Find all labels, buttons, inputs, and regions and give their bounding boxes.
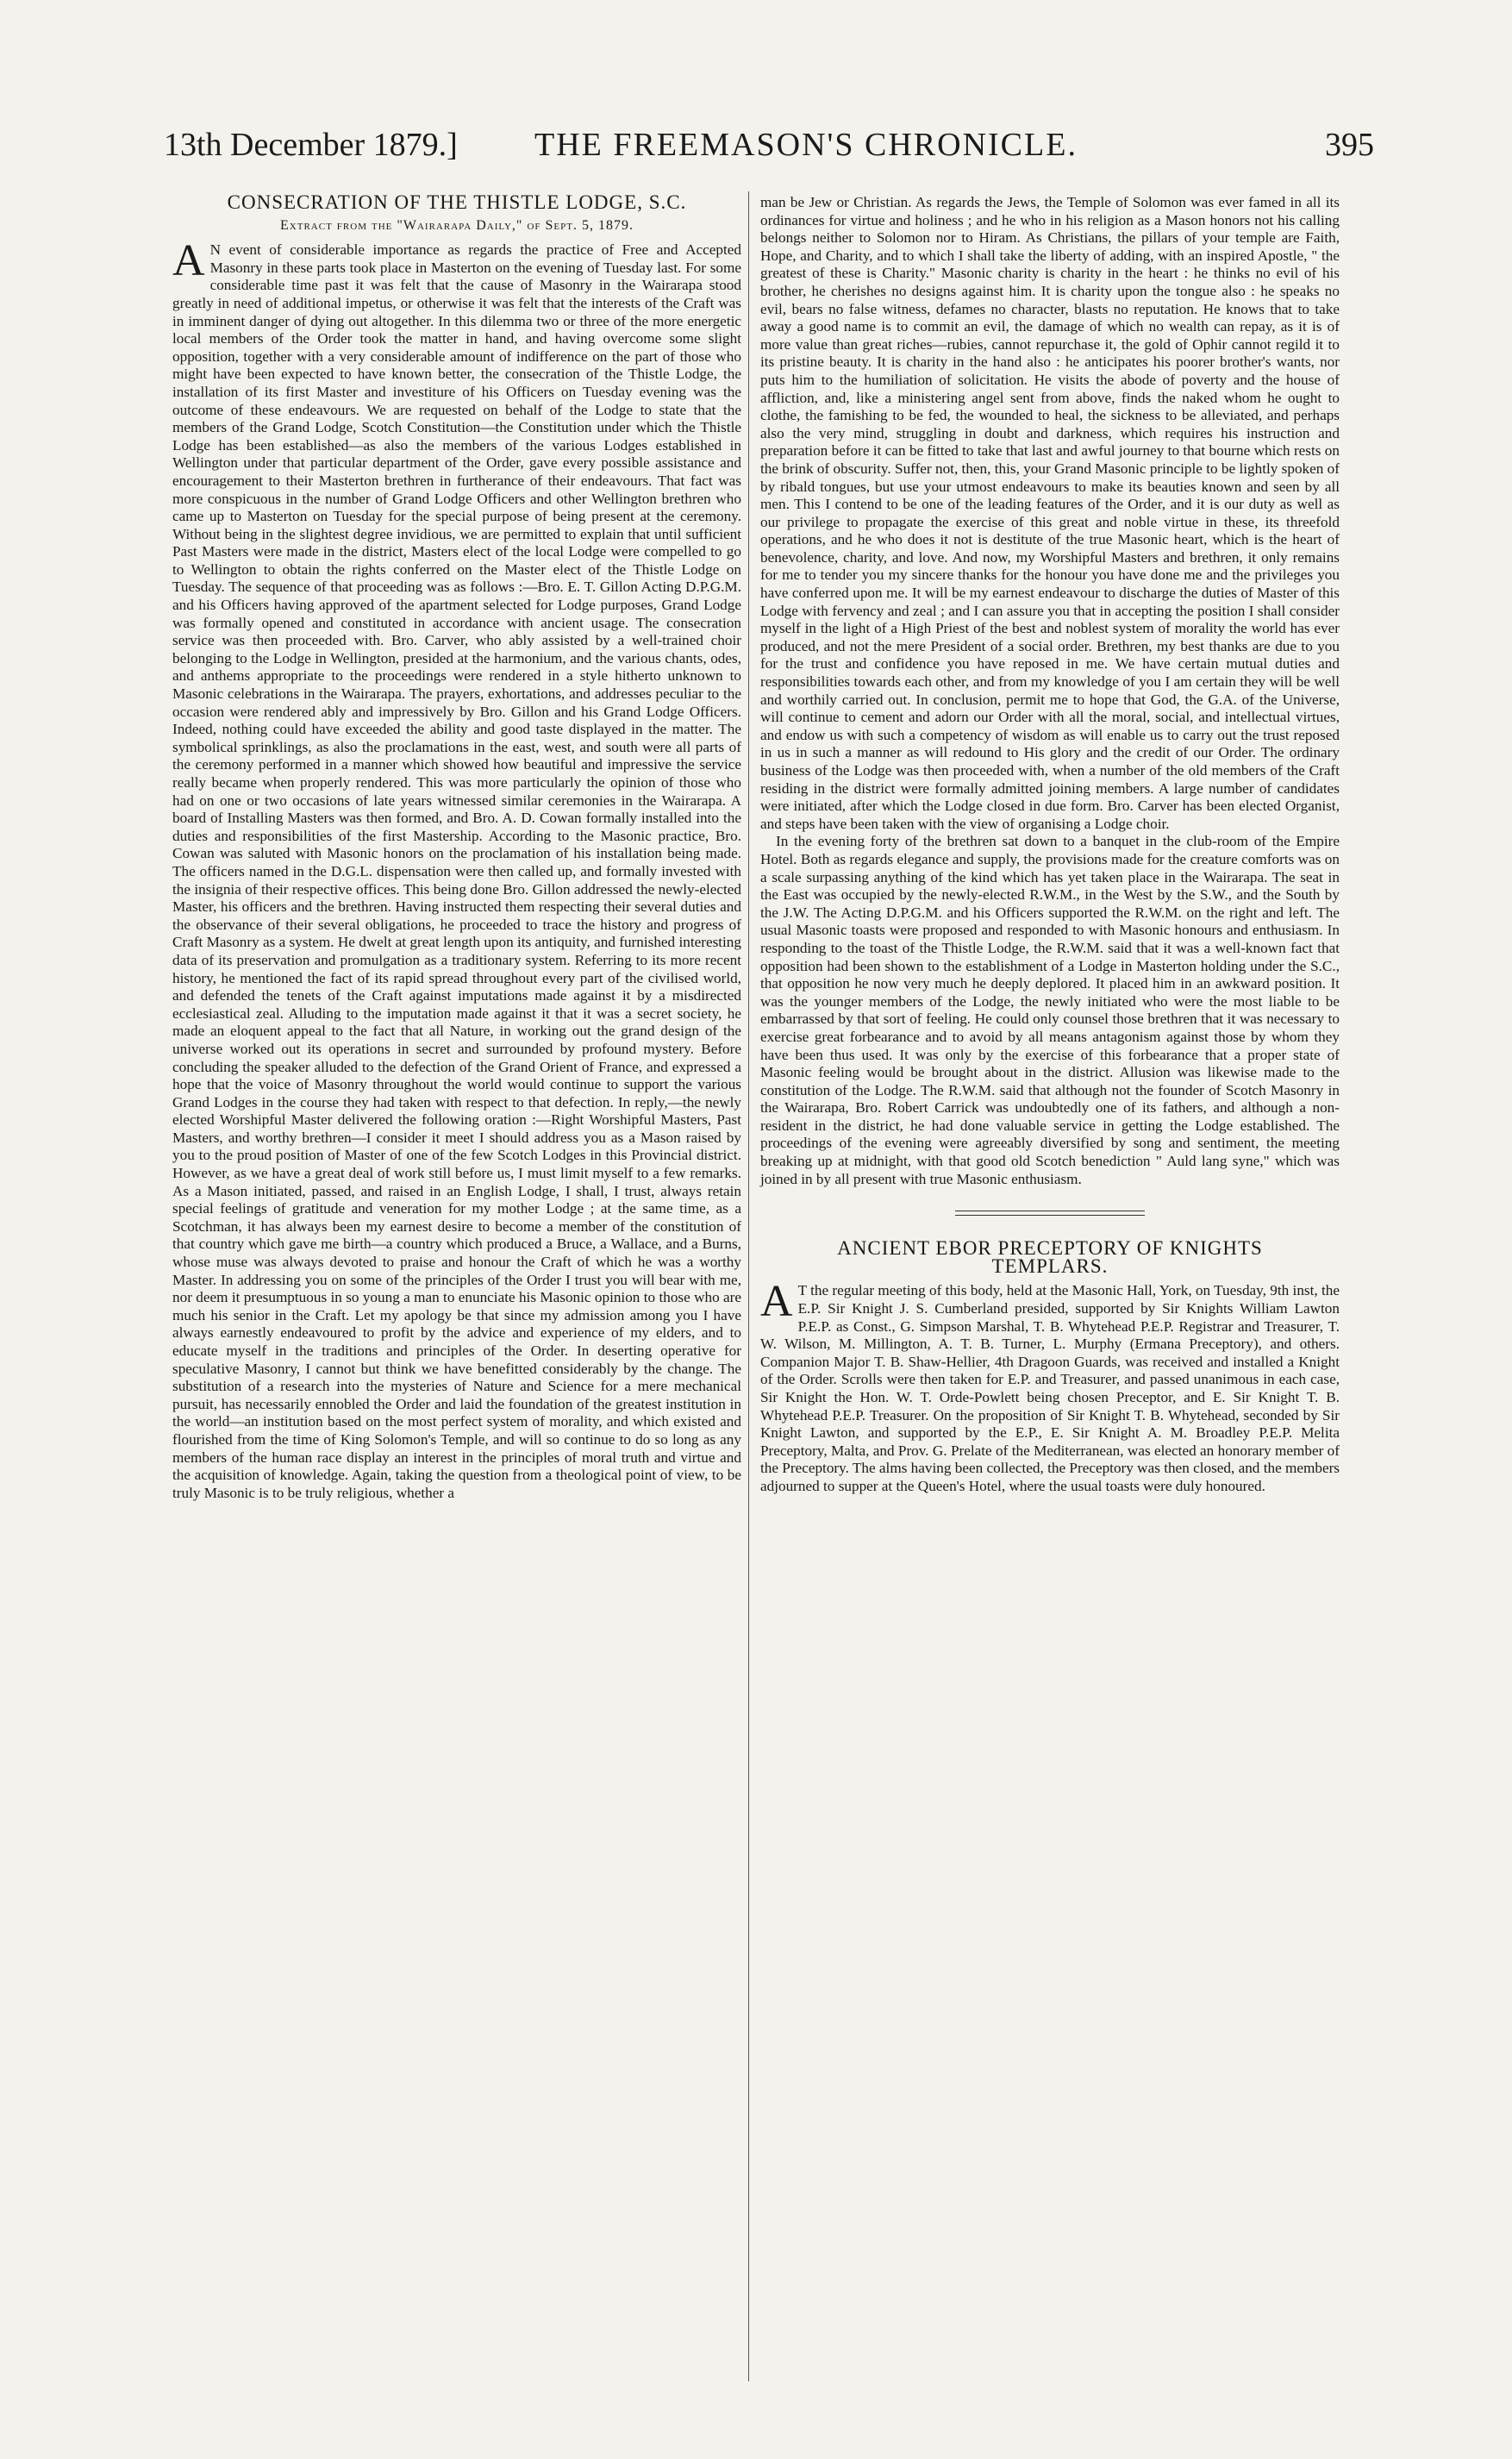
paragraph-text: N event of considerable importance as regards the practice of Free and Accepted Masonry in these parts took place in Masterton on the evening of Tuesday last. For some considerable time past it was felt that the cause of Masonry in the Wairarapa stood greatly in need of additional impetus, or otherwise it was felt that the interests of the Craft was in imminent danger of dying out altogether. In this dilemma two or three of the more energetic local members of the Order took the matter in hand, and having overcome some slight opposition, together with a very considerable amount of indifference on the part of those who might have been expected to have known better, the consecration of the Thistle Lodge, the installation of its first Master and investiture of his Officers on Tuesday evening was the outcome of these endeavours. We are requested on behalf of the Lodge to state that the members of the Grand Lodge, Scotch Constitution—the Constitution under which the Thistle Lodge has been established—as also the members of the various Lodges established in Wellington under that particular department of the Order, gave every possible assistance and encouragement to their Masterton brethren in furtherance of their endeavours. That fact was more conspicuous in the number of Grand Lodge Officers and other Wellington brethren who came up to Masterton on Tuesday for the special purpose of being present at the ceremony. Without being in the slightest degree invidious, we are permitted to explain that until sufficient Past Masters were made in the district, Masters elect of the local Lodge were compelled to go to Wellington to obtain the rights conferred on the Master elect of the Thistle Lodge on Tuesday. The sequence of that proceeding was as follows :—Bro. E. T. Gillon Acting D.P.G.M. and his Officers having approved of the apartment selected for Lodge purposes, Grand Lodge was formally opened and constituted in accordance with ancient usage. The consecration service was then proceeded with. Bro. Carver, who ably assisted by a well-trained choir belonging to the Lodge in Wellington, presided at the harmonium, and the various chants, odes, and anthems appropriate to the proceedings were rendered in a style hitherto unknown to Masonic celebrations in the Wairarapa. The prayers, exhortations, and addresses peculiar to the occasion were rendered ably and impressively by Bro. Gillon and his Grand Lodge Officers. Indeed, nothing could have exceeded the ability and good taste displayed in the matter. The symbolical sprinklings, as also the proclamations in the east, west, and south were all parts of the ceremony performed in a manner which showed how beautiful and impressive the service really became when properly rendered. This was more particularly the opinion of those who had on one or two occasions of late years witnessed similar ceremonies in the Wairarapa. A board of Installing Masters was then formed, and Bro. A. D. Cowan formally installed into the duties and responsibilities of the first Mastership. According to the Masonic practice, Bro. Cowan was saluted with Masonic honors on the proclamation of his installation being made. The officers named in the D.G.L. dispensation were then called up, and formally invested with the insignia of their respective offices. This being done Bro. Gillon addressed the newly-elected Master, his officers and the brethren. Having instructed them respecting their several duties and the observance of their several obligations, he proceeded to trace the history and progress of Craft Masonry as a system. He dwelt at great length upon its antiquity, and furnished interesting data of its preservation and promulgation as a traditionary system. Referring to its more recent history, he mentioned the fact of its rapid spread throughout every part of the civilised world, and defended the tenets of the Craft against imputations made against it by a misdirected ecclesiastical zeal. Alluding to the imputation made against it that it was a secret society, he made an eloquent appeal to the fact that all Nature, in working out the grand design of the universe worked out its operations in secret and surrounded by profound mystery. Before concluding the speaker alluded to the defection of the Grand Orient of France, and expressed a hope that the voice of Masonry throughout the world would continue to support the various Grand Lodges in the course they had taken with respect to that defection. In reply,—the newly elected Worshipful Master delivered the following oration :—Right Worshipful Masters, Past Masters, and worthy brethren—I consider it meet I should address you as a Mason raised by you to the proud position of Master of one of the few Scotch Lodges in this Provincial district. However, as we have a great deal of work still before us, I must limit myself to a few remarks. As a Mason initiated, passed, and raised in an English Lodge, I shall, I trust, always retain special feelings of gratitude and veneration for my mother Lodge ; at the same time, as a Scotchman, it has always been my earnest desire to become a member of the constitution of that country which gave me birth—a country which produced a Bruce, a Wallace, and a Burns, whose muse was always devoted to praise and honour the Craft of which he was a worthy Master. In addressing you on some of the principles of the Order I trust you will bear with me, nor deem it presumptuous in so young a man to enunciate his Masonic opinion to those who are much his senior in the Craft. Let my apology be that since my admission among you I have always earnestly endeavoured to profit by the advice and experience of my elders, and to educate myself in the traditions and principles of the Order. In deserting operative for speculative Masonry, I cannot but think we have benefitted considerably by the change. The substitution of a research into the mysteries of Nature and Science for a mere mechanical pursuit, has necessarily ennobled the Order and laid the foundation of the greatest institution in the world—an institution based on the most perfect system of morality, and which existed and flourished from the time of King Solomon's Temple, and will so continue to do so long as any members of the human race display an interest in the principles of moral truth and virtue and the acquisition of knowledge. Again, taking the question from a theological point of view, to be truly Masonic is to be truly religious, whether a [172,241,741,1501]
article-paragraph: In the evening forty of the brethren sat down to a banquet in the club-room of the Empire Hotel. Both as regards elegance and supply, the provisions made for the creature comforts was on a scale surpassing anything of the kind which has yet taken place in the Wairarapa. The seat in the East was occupied by the newly-elected R.W.M., in the West by the S.W., and the South by the J.W. The Acting D.P.G.M. and his Officers supported the R.W.M. on the right and left. The usual Masonic toasts were proposed and responded to with Masonic honours and enthusiasm. In responding to the toast of the Thistle Lodge, the R.W.M. said that it was a well-known fact that opposition had been shown to the establishment of a Lodge in Masterton holding under the S.C., that opposition he now very much he deeply deplored. It placed him in an awkward position. It was the younger members of the Lodge, the newly initiated who were the most liable to be embarrassed by that sort of feeling. He could only counsel those brethren that it was necessary to exercise great forbearance and to avoid by all means antagonism against those by whom they have been thus used. It was only by the exercise of this forbearance that a proper state of Masonic feeling would be brought about in the district. Allusion was likewise made to the constitution of the Lodge. The R.W.M. said that although not the founder of Scotch Masonry in the Wairarapa, Bro. Robert Carrick was undoubtedly one of its fathers, and although a non-resident in the district, he had done valuable service in getting the Lodge established. The proceedings of the evening were agreeably diversified by song and sentiment, the meeting breaking up at midnight, with that good old Scotch benediction " Auld lang syne," which was joined in by all present with true Masonic enthusiasm. [760,833,1340,1187]
drop-cap: A [760,1277,793,1327]
column-rule [748,191,749,2381]
article-title-line2: TEMPLARS. [991,1255,1109,1277]
article-paragraph [172,236,741,1502]
column-left [172,191,741,1502]
article-title: ANCIENT EBOR PRECEPTORY OF KNIGHTS [837,1237,1263,1260]
column-right [760,194,1340,1496]
running-head [164,121,1374,172]
article-subtitle: Extract from the "Wairarapa Daily," of Sept. 5, 1879. [280,217,634,233]
section-divider [955,1211,1145,1216]
article-paragraph [760,1277,1340,1495]
page-number: 395 [1325,127,1374,163]
drop-cap: A [172,236,205,286]
issue-date: 13th December 1879.] [164,127,458,163]
paragraph-text: T the regular meeting of this body, held at the Masonic Hall, York, on Tuesday, 9th inst, the E.P. Sir Knight J. S. Cumberland presided, supported by Sir Knights William Lawton P.E.P. as Const., G. Simpson Marshal, T. B. Whytehead P.E.P. Registrar and Treasurer, T. W. Wilson, M. Millington, A. T. B. Turner, L. Murphy (Ermana Preceptory), and others. Companion Major T. B. Shaw-Hellier, 4th Dragoon Guards, was received and installed a Knight of the Order. Scrolls were then taken for E.P. and Treasurer, and passed unanimous in each case, Sir Knight the Hon. W. T. Orde-Powlett being chosen Preceptor, and E. Sir Knight T. B. Whytehead P.E.P. Treasurer. On the proposition of Sir Knight T. B. Whytehead, seconded by Sir Knight Lawton, and supported by the E.P., E. Sir Knight A. M. Broadley P.E.P. Melita Preceptory, Malta, and Prov. G. Prelate of the Mediterranean, was elected an honorary member of the Preceptory. The alms having been collected, the Preceptory was then closed, and the members adjourned to supper at the Queen's Hotel, where the usual toasts were duly honoured. [760,1282,1340,1494]
article-title: CONSECRATION OF THE THISTLE LODGE, S.C. [227,191,687,213]
masthead-title: THE FREEMASON'S CHRONICLE. [534,127,1078,163]
article-paragraph: man be Jew or Christian. As regards the Jews, the Temple of Solomon was ever famed in all its ordinances for virtue and holiness ; and he who in his religion as a Mason honors not his calling belongs neither to Solomon nor to Hiram. As Christians, the pillars of your temple are Faith, Hope, and Charity, and to which I shall take the liberty of adding, with an inspired Apostle, " the greatest of these is Charity." Masonic charity is charity in the heart : he thinks no evil of his brother, he cherishes no designs against him. It is charity upon the tongue also : he speaks no evil, bears no false witness, defames no character, blasts no reputation. He knows that to take away a good name is to commit an evil, the damage of which no wealth can repay, as it is of more value than great riches—rubies, cannot repurchase it, the gold of Ophir cannot regild it to its pristine beauty. It is charity in the hand also : he anticipates his poorer brother's wants, nor puts him to the humiliation of solicitation. He visits the abode of poverty and the house of affliction, and, like a ministering angel sent from above, finds the naked whom he ought to clothe, the famishing to be fed, the wounded to heal, the sickness to be alleviated, and perhaps also the very mind, struggling in doubt and darkness, which requires his instruction and preparation before it can be fitted to take that last and awful journey to that bourne which rests on the brink of obscurity. Suffer not, then, this, your Grand Masonic principle to be lightly spoken of by ribald tongues, but use your utmost endeavours to make its beauties known and seen by all men. This I contend to be one of the leading features of the Order, and it is our duty as well as our privilege to propagate the exercise of this great and noble virtue in these, its threefold operations, and he who does it not is destitute of the true Masonic heart, which is the heart of benevolence, charity, and love. And now, my Worshipful Masters and brethren, it only remains for me to tender you my sincere thanks for the honour you have done me and the privileges you have conferred upon me. It will be my earnest endeavour to discharge the duties of Master of this Lodge with fervency and zeal ; and I can assure you that in accepting the position I shall consider myself in the light of a High Priest of the best and noblest system of morality the world has ever produced, and not the mere President of a social order. Brethren, my best thanks are due to you for the trust and confidence you have reposed in me. We have certain mutual duties and responsibilities towards each other, and from my knowledge of you I am certain they will be well and worthily carried out. In conclusion, permit me to hope that God, the G.A. of the Universe, will continue to cement and adorn our Order with all the moral, social, and intellectual virtues, and endow us with such a competency of wisdom as will enable us to carry out the trust reposed in us in such a manner as will redound to His glory and the credit of our Order. The ordinary business of the Lodge was then proceeded with, when a number of the old members of the Craft residing in the district were formally admitted joining members. A large number of candidates were initiated, after which the Lodge closed in due form. Bro. Carver has been elected Organist, and steps have been taken with the view of organising a Lodge choir. [760,194,1340,832]
